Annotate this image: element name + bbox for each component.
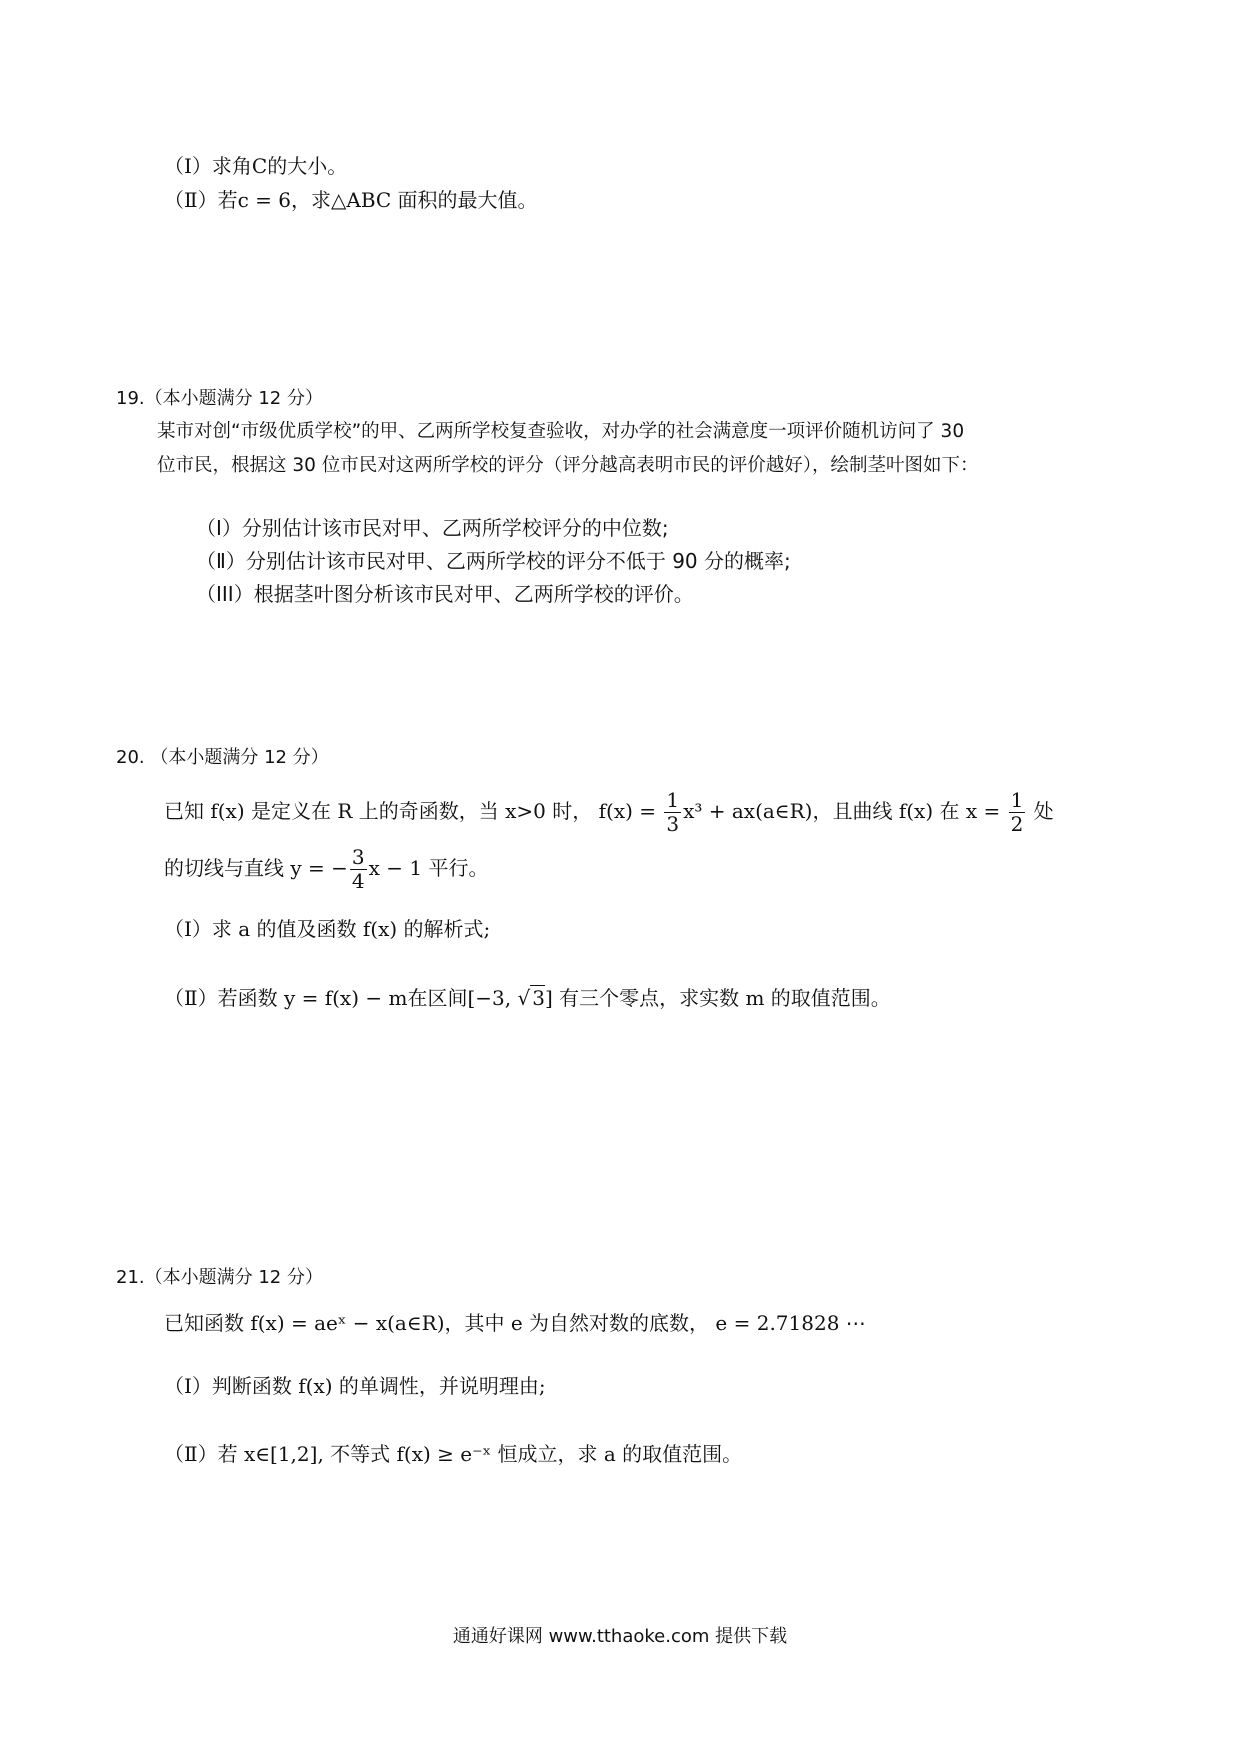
q19-part1: （Ⅰ）分别估计该市民对甲、乙两所学校评分的中位数;: [196, 516, 669, 540]
frac-denominator: 4: [351, 869, 365, 893]
q20-stem-a: 已知 f(x) 是定义在 R 上的奇函数，当 x>0 时， f(x) =: [164, 799, 663, 823]
q20-stem-b: x³ + ax(a∈R)，且曲线 f(x) 在 x =: [683, 799, 1007, 823]
frac-numerator: 1: [666, 788, 680, 812]
q19-header: 19.（本小题满分 12 分）: [116, 388, 323, 409]
q21-header: 21.（本小题满分 12 分）: [116, 1267, 323, 1288]
sqrt-radicand: 3: [532, 986, 545, 1010]
q20-line2-a: 的切线与直线 y = −: [164, 856, 348, 880]
q20-part1: （Ⅰ）求 a 的值及函数 f(x) 的解析式;: [164, 917, 491, 941]
frac-one-half: [1009, 789, 1026, 836]
sqrt-symbol: √: [517, 986, 531, 1010]
frac-denominator: 2: [1010, 812, 1024, 836]
q21-part2: （Ⅱ）若 x∈[1,2], 不等式 f(x) ≥ e⁻ˣ 恒成立，求 a 的取值范围。: [164, 1442, 743, 1466]
q18-part2: （Ⅱ）若c = 6，求△ABC 面积的最大值。: [164, 188, 538, 212]
q21-stem: 已知函数 f(x) = aeˣ − x(a∈R)，其中 e 为自然对数的底数， e = 2.71828 ⋯: [164, 1311, 866, 1335]
q20-line2-b: x − 1 平行。: [368, 856, 489, 880]
q19-part3: （III）根据茎叶图分析该市民对甲、乙两所学校的评价。: [196, 582, 694, 606]
q19-part2: （Ⅱ）分别估计该市民对甲、乙两所学校的评分不低于 90 分的概率;: [196, 549, 791, 573]
frac-numerator: 3: [351, 845, 365, 869]
q20-stem: [164, 786, 1054, 836]
frac-three-quarters: [350, 846, 367, 893]
frac-numerator: 1: [1010, 788, 1024, 812]
frac-denominator: 3: [666, 812, 680, 836]
q20-part2: [164, 984, 891, 1012]
q19-stem-line2: 位市民，根据这 30 位市民对这两所学校的评分（评分越高表明市民的评价越好），绘制茎叶图如下：: [157, 455, 979, 476]
q20-header: 20. （本小题满分 12 分）: [116, 747, 329, 768]
q20-part2-b: ] 有三个零点，求实数 m 的取值范围。: [544, 986, 891, 1010]
footer-text: 通通好课网 www.tthaoke.com 提供下载: [452, 1626, 788, 1647]
q20-line2: [164, 843, 488, 893]
q20-stem-c: 处: [1027, 799, 1054, 823]
q20-part2-a: （Ⅱ）若函数 y = f(x) − m在区间[−3,: [164, 986, 518, 1010]
frac-one-third: [664, 789, 681, 836]
q18-part1: （Ⅰ）求角C的大小。: [164, 154, 348, 178]
q19-stem-line1: 某市对创“市级优质学校”的甲、乙两所学校复查验收，对办学的社会满意度一项评价随机访问了 30: [157, 421, 965, 442]
q21-part1: （Ⅰ）判断函数 f(x) 的单调性，并说明理由;: [164, 1374, 546, 1398]
